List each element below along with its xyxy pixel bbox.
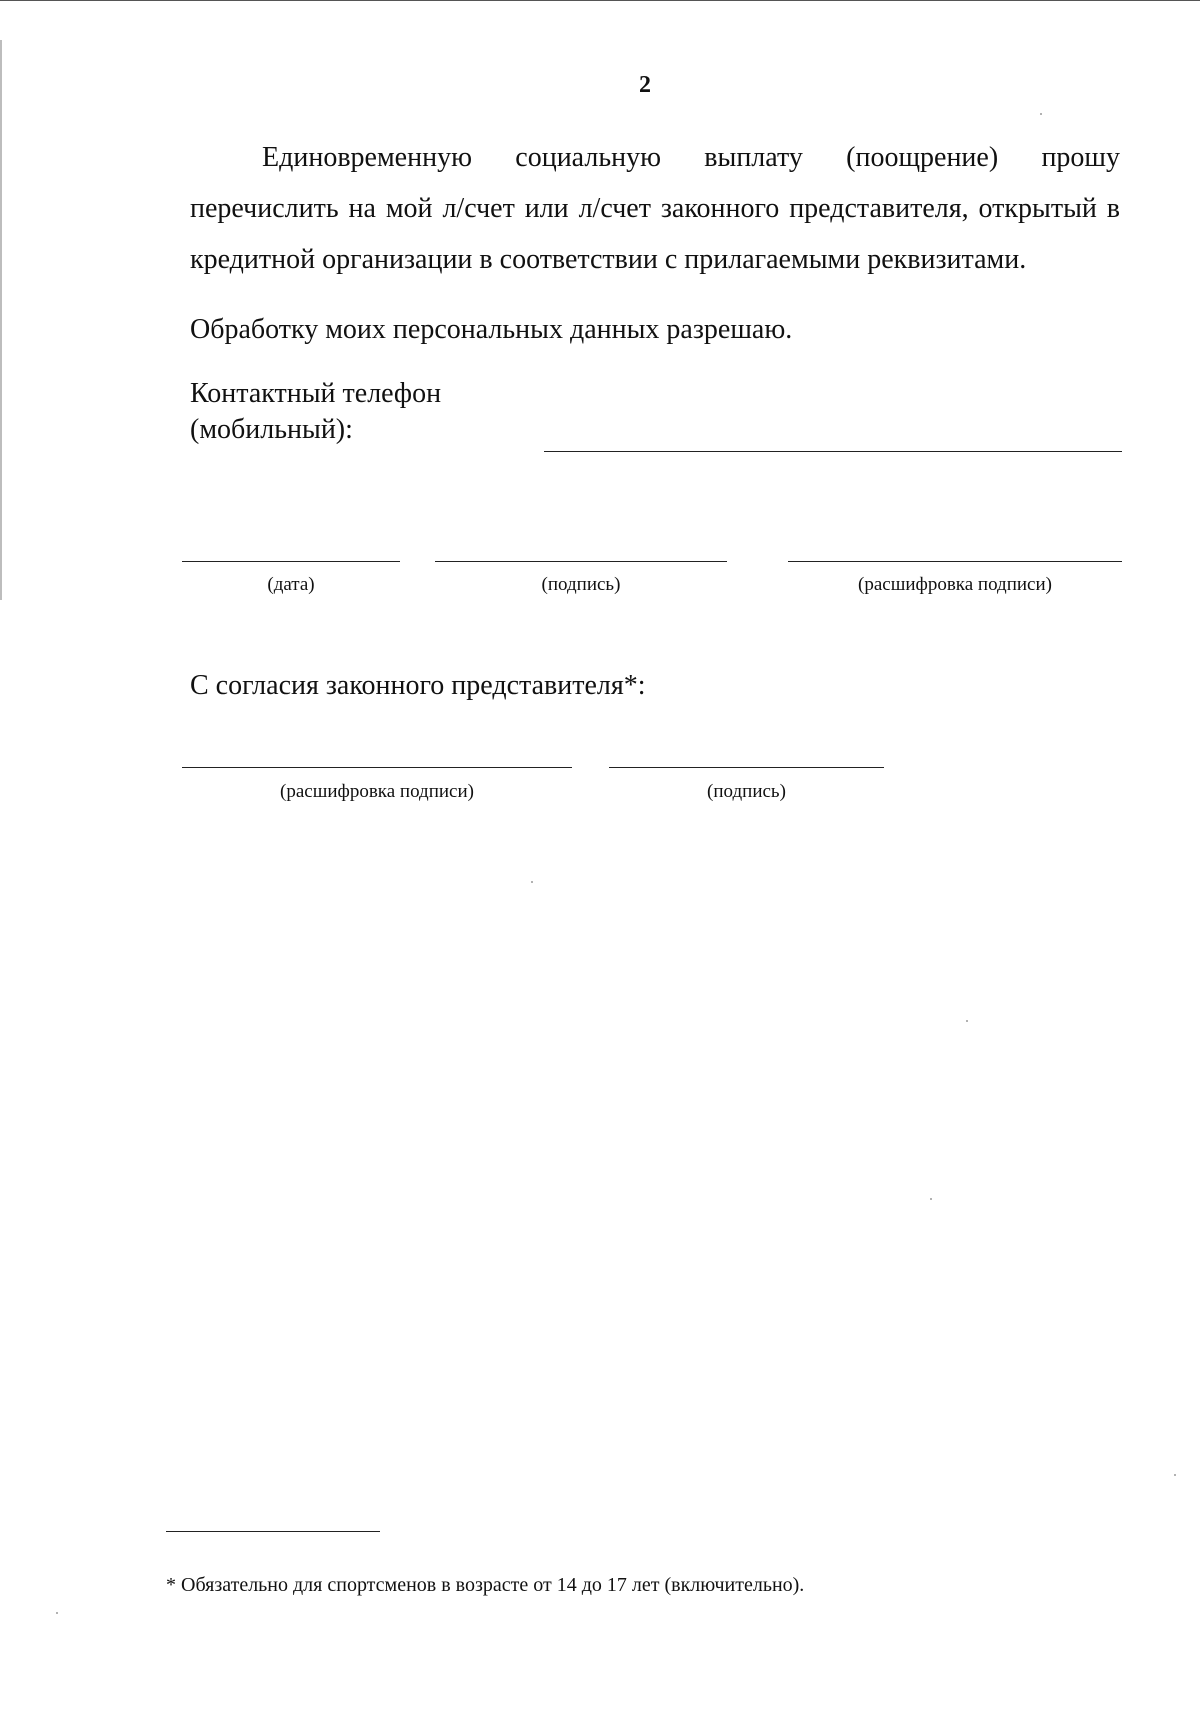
phone-field-line[interactable] <box>544 451 1122 452</box>
scan-speck <box>1040 113 1042 115</box>
footnote-text: * Обязательно для спортсменов в возрасте от 14 до 17 лет (включительно). <box>166 1574 805 1596</box>
scan-top-border <box>0 0 1200 1</box>
phone-label-line2: (мобильный): <box>190 414 353 445</box>
date-field-line[interactable] <box>182 561 400 562</box>
payment-request-paragraph: Единовременную социальную выплату (поощрение) прошу перечислить на мой л/счет или л/счет законного представителя, открытый в кредитной организации в соответствии с прилагаемыми реквизитами. <box>190 142 1120 275</box>
scan-speck <box>1174 1474 1176 1476</box>
signature-decoding-field-line[interactable] <box>788 561 1122 562</box>
date-caption: (дата) <box>267 574 315 595</box>
signature-decoding-caption: (расшифровка подписи) <box>858 574 1052 595</box>
data-consent-paragraph: Обработку моих персональных данных разрешаю. <box>190 314 793 345</box>
signature-caption: (подпись) <box>541 574 621 595</box>
representative-consent-heading: С согласия законного представителя*: <box>190 670 646 701</box>
scan-speck <box>531 881 533 883</box>
representative-signature-caption: (подпись) <box>707 781 786 802</box>
representative-decoding-field-line[interactable] <box>182 767 572 768</box>
phone-label <box>190 376 441 448</box>
scan-speck <box>56 1612 58 1614</box>
representative-decoding-caption: (расшифровка подписи) <box>280 781 474 802</box>
scan-speck <box>930 1198 932 1200</box>
page-number: 2 <box>639 72 651 98</box>
footnote-separator <box>166 1531 380 1532</box>
scan-speck <box>966 1020 968 1022</box>
representative-signature-field-line[interactable] <box>609 767 884 768</box>
phone-label-line1: Контактный телефон <box>190 378 442 409</box>
signature-field-line[interactable] <box>435 561 727 562</box>
scan-left-edge <box>0 40 2 600</box>
